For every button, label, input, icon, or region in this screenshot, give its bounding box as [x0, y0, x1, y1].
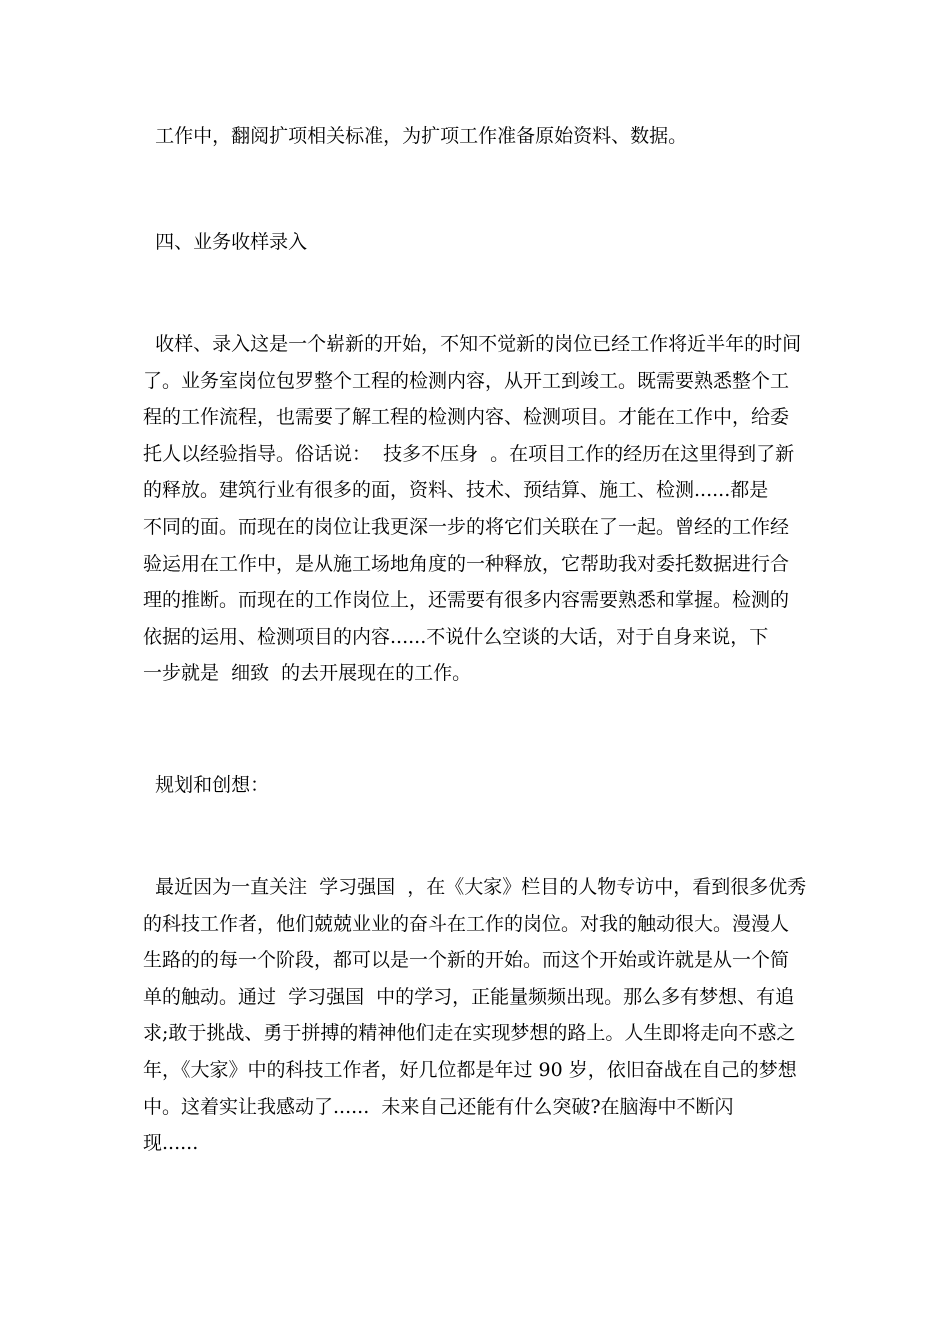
paragraph-line: 生路的的每一个阶段，都可以是一个新的开始。而这个开始或许就是从一个简	[143, 949, 790, 972]
paragraph-line: 现......	[143, 1132, 199, 1155]
section-heading-text: 四、业务收样录入	[143, 231, 308, 253]
paragraph-line: 求;敢于挑战、勇于拼搏的精神他们走在实现梦想的路上。人生即将走向不惑之	[143, 1022, 796, 1045]
paragraph-plan	[143, 869, 808, 1162]
paragraph-line: 单的触动。通过 学习强国 中的学习，正能量频频出现。那么多有梦想、有追	[143, 985, 795, 1008]
paragraph-line: 的科技工作者，他们兢兢业业的奋斗在工作的岗位。对我的触动很大。漫漫人	[143, 912, 790, 935]
paragraph-line: 工作中，翻阅扩项相关标准，为扩项工作准备原始资料、数据。	[143, 125, 688, 147]
paragraph-line: 托人以经验指导。俗话说： 技多不压身 。在项目工作的经历在这里得到了新	[143, 442, 795, 465]
paragraph-line: 的释放。建筑行业有很多的面，资料、技术、预结算、施工、检测......都是	[143, 479, 769, 502]
paragraph-line: 中。这着实让我感动了...... 未来自己还能有什么突破?在脑海中不断闪	[143, 1095, 734, 1118]
paragraph-line: 依据的运用、检测项目的内容......不说什么空谈的大话，对于自身来说，下	[143, 625, 769, 648]
paragraph-continuation	[143, 124, 808, 148]
section-heading-text: 规划和创想：	[143, 774, 270, 796]
paragraph-line: 了。业务室岗位包罗整个工程的检测内容，从开工到竣工。既需要熟悉整个工	[143, 369, 790, 392]
paragraph-line: 程的工作流程，也需要了解工程的检测内容、检测项目。才能在工作中，给委	[143, 406, 790, 429]
paragraph-line: 理的推断。而现在的工作岗位上，还需要有很多内容需要熟悉和掌握。检测的	[143, 589, 790, 612]
paragraph-line: 一步就是 细致 的去开展现在的工作。	[143, 662, 472, 685]
paragraph-line: 收样、录入这是一个崭新的开始，不知不觉新的岗位已经工作将近半年的时间	[143, 333, 802, 355]
section-heading-4	[143, 230, 808, 254]
section-heading-plan	[143, 773, 808, 797]
paragraph-line: 最近因为一直关注 学习强国 ，在《大家》栏目的人物专访中，看到很多优秀	[143, 876, 807, 898]
paragraph-line: 验运用在工作中，是从施工场地角度的一种释放，它帮助我对委托数据进行合	[143, 552, 790, 575]
paragraph-sample-entry	[143, 326, 808, 692]
paragraph-line: 年，《大家》中的科技工作者，好几位都是年过 90 岁，依旧奋战在自己的梦想	[143, 1058, 797, 1081]
paragraph-line: 不同的面。而现在的岗位让我更深一步的将它们关联在了一起。曾经的工作经	[143, 515, 790, 538]
